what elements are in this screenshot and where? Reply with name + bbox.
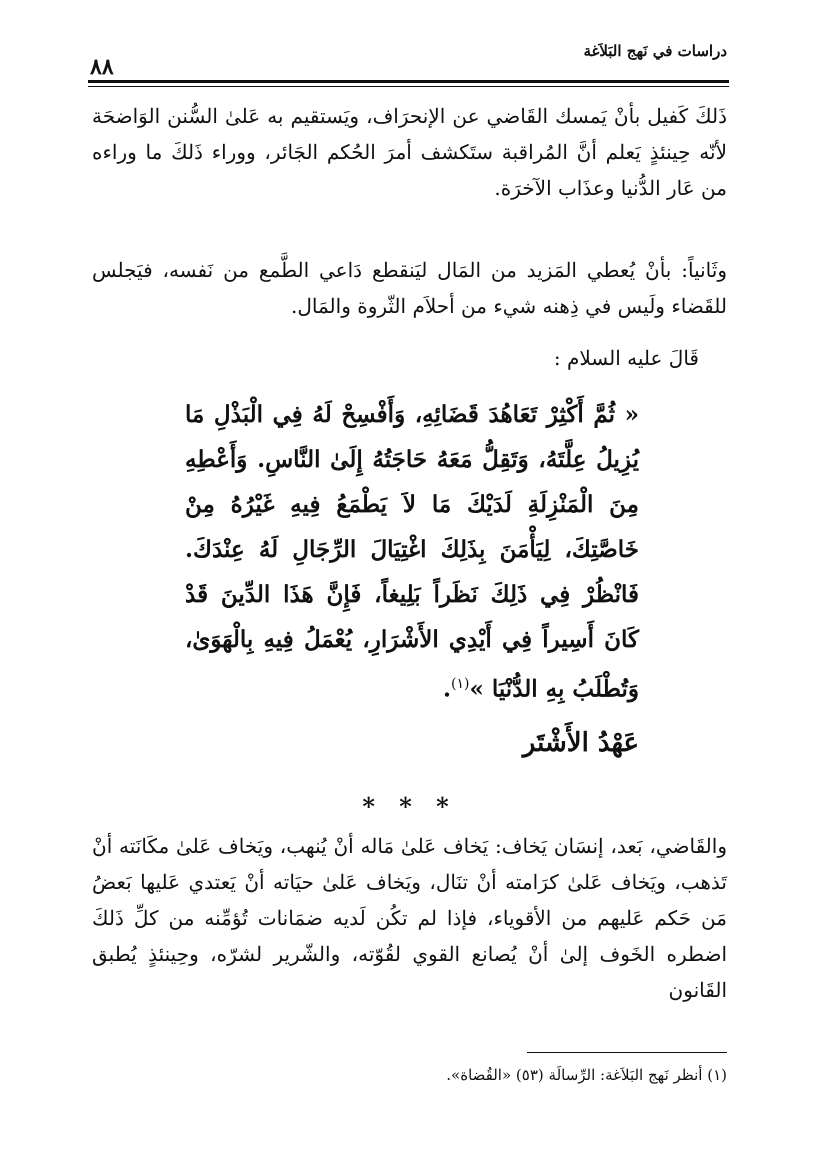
footnote-reference: (١) (451, 676, 470, 692)
header-rule-thin (88, 86, 729, 87)
footnote-rule (527, 1052, 727, 1053)
paragraph-3: والقَاضي، بَعد، إنسَان يَخاف: يَخاف عَلىٰ مَاله أنْ يُنهب، ويَخاف عَلىٰ مكَانَته أنْ تَذهب، ويَخاف عَلىٰ كرَامته أنْ تنَال، ويَخاف عَلىٰ حيَاته أنْ يَعتدي عَليها بَعضُ مَن حَكم عَليهم من الأقوياء، فإذا لم تكُن لَديه ضمَانات تُؤمِّنه من كلِّ ذَلكَ اضطره الخَوف إلىٰ أنْ يُصانع القوي لقُوّته، والشّرير لشرّه، وحِينئذٍ يُطبق القَانون (92, 834, 727, 1002)
paragraph-2: وثَانياً: بأنْ يُعطي المَزيد من المَال ليَنقطع دَاعي الطَّمع من نَفسه، فيَجلس للقَضاء ولَيس في ذِهنه شيء من أحلاَم الثّروة والمَال. (92, 258, 727, 318)
page-number: ٨٨ (90, 54, 114, 80)
paragraph-1: ذَلكَ كَفيل بأنْ يَمسك القَاضي عن الإنحرَاف، ويَستقيم به عَلىٰ السُّنن الوَاضحَة لأنّه حِينئذٍ يَعلم أنَّ المُراقبة ستَكشف أمرَ الحُكم الجَائر، ووراء ذَلكَ ما وراءه من عَار الدُّنيا وعذَاب الآخرَة. (92, 104, 727, 200)
footnote: (١) أنظر نَهج البَلاَغة: الرِّسالَة (٥٣) «القُضاة». (446, 1066, 727, 1084)
running-title: دراسات في نَهج البَلاَغة (583, 42, 727, 60)
header-rule-thick (88, 80, 729, 83)
quotation-text: « ثُمَّ أَكْثِرْ تَعَاهُدَ قَضَائِهِ، وَأَفْسِحْ لَهُ فِي الْبَذْلِ مَا يُزِيلُ عِلَّتَهُ، وَتَقِلُّ مَعَهُ حَاجَتُهُ إِلَىٰ النَّاسِ. وَأَعْطِهِ مِنَ الْمَنْزِلَةِ لَدَيْكَ مَا لاَ يَطْمَعُ فِيهِ غَيْرُهُ مِنْ خَاصَّتِكَ، لِيَأْمَنَ بِذَلِكَ اغْتِيَالَ الرِّجَالِ لَهُ عِنْدَكَ. فَانْظُرْ فِي ذَلِكَ نَظَراً بَلِيغاً، فَإِنَّ هَذَا الدِّينَ قَدْ كَانَ أَسِيراً فِي أَيْدِي الأَشْرَارِ، يُعْمَلُ فِيهِ بِالْهَوَىٰ، وَتُطْلَبُ بِهِ الدُّنْيَا » (185, 401, 639, 703)
section-separator: * * * (362, 792, 457, 821)
page-header (90, 42, 727, 82)
quotation-block: « ثُمَّ أَكْثِرْ تَعَاهُدَ قَضَائِهِ، وَأَفْسِحْ لَهُ فِي الْبَذْلِ مَا يُزِيلُ عِلَّتَهُ، وَتَقِلُّ مَعَهُ حَاجَتُهُ إِلَىٰ النَّاسِ. وَأَعْطِهِ مِنَ الْمَنْزِلَةِ لَدَيْكَ مَا لاَ يَطْمَعُ فِيهِ غَيْرُهُ مِنْ خَاصَّتِكَ، لِيَأْمَنَ بِذَلِكَ اغْتِيَالَ الرِّجَالِ لَهُ عِنْدَكَ. فَانْظُرْ فِي ذَلِكَ نَظَراً بَلِيغاً، فَإِنَّ هَذَا الدِّينَ قَدْ كَانَ أَسِيراً فِي أَيْدِي الأَشْرَارِ، يُعْمَلُ فِيهِ بِالْهَوَىٰ، وَتُطْلَبُ بِهِ الدُّنْيَا »$^{(١)}$. (185, 401, 639, 703)
quote-intro: قَالَ عليه السلام : (553, 346, 699, 370)
section-heading: عَهْدُ الأَشْتَر (522, 728, 639, 758)
